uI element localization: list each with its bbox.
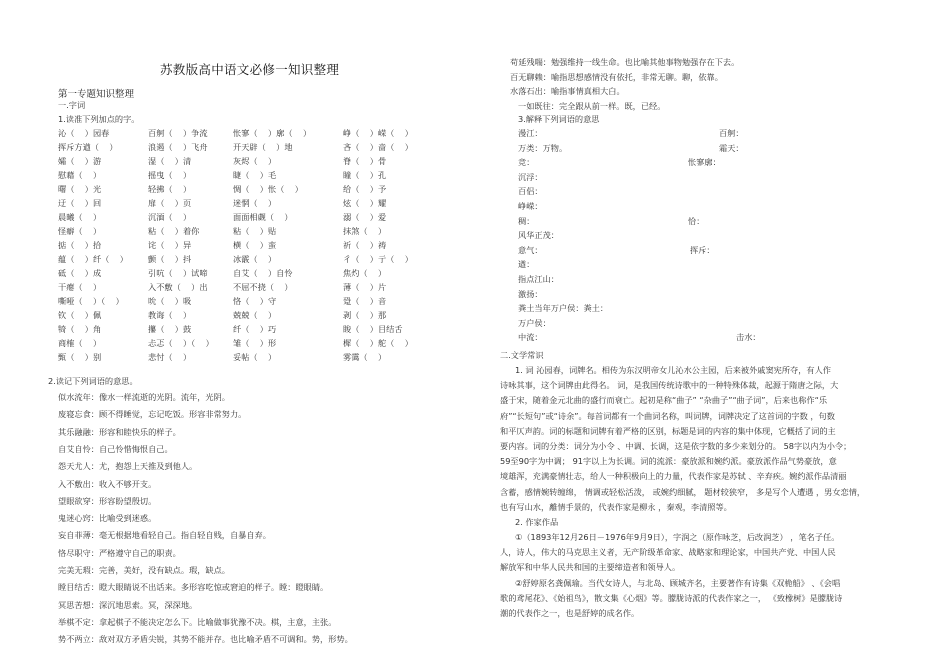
literature-line: 也有写山水，離情手景的，代表作家是柳永 ，秦观，李清照等。	[500, 501, 732, 512]
question-1: 1.读准下列加点的字。	[58, 114, 140, 124]
literature-line: 境雄浑，充满豪情壮志，给人一种积极向上的力量，代表作家是苏轼 、辛弃疾。婉约派作品清丽	[500, 471, 847, 482]
grid-cell: 钦（ ）佩	[58, 310, 102, 320]
grid-cell: 灰烬（ ）	[233, 156, 277, 166]
grid-cell: 不屈不挠（ ）	[233, 282, 293, 292]
explain-term: 中流：	[518, 332, 543, 343]
works-line: 解放军和中华人民共和国的主要缔造者和领导人。	[500, 562, 681, 573]
grid-cell: 百舸（ ）争流	[148, 128, 208, 138]
grid-cell: 兢兢（ ）	[233, 310, 277, 320]
section-heading: 一.字词	[58, 100, 86, 110]
grid-cell: 炫（ ）耀	[343, 198, 387, 208]
grid-cell: 抹煞（ ）	[343, 226, 387, 236]
explain-term: 遒：	[518, 259, 535, 270]
grid-cell: 焦灼（ ）	[343, 268, 387, 278]
grid-cell: 樨（ ）舵（ ）	[343, 338, 413, 348]
grid-cell: 睫（ ）毛	[233, 170, 277, 180]
grid-cell: 瞳（ ）孔	[343, 170, 387, 180]
works-line: 歌的鸢尾花》、《始祖鸟》，散文集《心烟》等。朦胧诗派的代表作家之一， 《致橡树》是朦胧诗	[500, 592, 843, 603]
grid-cell: 怪癖（ ）	[58, 226, 102, 236]
definition-line: 恪尽职守：严格遵守自己的职责。	[58, 547, 181, 558]
explain-term: 竞：	[518, 157, 535, 168]
explain-term: 百侣：	[518, 186, 543, 197]
grid-cell: 教诲（ ）	[148, 310, 192, 320]
grid-cell: 干瘪（ ）	[58, 282, 102, 292]
section-heading-2: 二.文学常识	[500, 350, 544, 360]
definition-line: 怨天尤人：尤，抱怨上天推及到他人。	[58, 461, 198, 472]
grid-cell: 粘（ ）着你	[148, 226, 200, 236]
grid-cell: 开天辟（ ）地	[233, 142, 293, 152]
grid-cell: 给（ ）予	[343, 184, 387, 194]
explain-term: 怅寥廓：	[688, 157, 721, 168]
definition-line: 势不两立：敌对双方矛盾尖锐，其势不能并存。也比喻矛盾不可调和。势，形势。	[58, 634, 353, 645]
grid-cell: 吝（ ）啬（ ）	[343, 142, 413, 152]
grid-cell: 自艾（ ）自怜	[233, 268, 293, 278]
definition-line: 废寝忘食：顾不得睡觉，忘记吃饭。形容非常努力。	[58, 409, 247, 420]
grid-cell: 攥（ ）鼓	[148, 324, 192, 334]
definition-line: 鬼迷心窍：比喻受到迷惑。	[58, 513, 157, 524]
grid-cell: 恪（ ）守	[233, 296, 277, 306]
grid-cell: 挥斥方遒（ ）	[58, 142, 118, 152]
grid-cell: 曙（ ）光	[58, 184, 102, 194]
grid-cell: 浪遏（ ）飞舟	[148, 142, 208, 152]
grid-cell: 犄（ ）角	[58, 324, 102, 334]
grid-cell: 雏（ ）形	[233, 338, 277, 348]
definition-line: 苟延残喘：勉强维持一线生命。也比喻其他事物勉强存在下去。	[510, 57, 740, 67]
literature-line: 59至90字为中调； 91字以上为长调。词的流派：豪放派和婉约派。豪放派作品气势豪放，意	[500, 456, 837, 467]
literature-line: 含蓄，感情婉转缠绵， 情调或轻松活泼， 或婉约细腻， 题材较狭窄， 多是写个人遭遇 ，男女恋情，	[500, 486, 866, 497]
grid-cell: 彳（ ）亍（ ）	[343, 254, 413, 264]
literature-line: 1. 词 沁园春，词牌名。相传为东汉明帝女儿沁水公主园，后来被外戚窦宪所夺，有人作	[515, 365, 831, 375]
explain-term: 风华正茂：	[518, 230, 559, 241]
grid-cell: 扉（ ）页	[148, 198, 192, 208]
grid-cell: 迷惘（ ）	[233, 198, 277, 208]
literature-line: 要内容。词的分类：词分为小令 、中调、长调，这是依字数的多少来划分的。 58字以内为小令；	[500, 441, 852, 451]
chapter-heading: 第一专题知识整理	[58, 89, 135, 100]
works-line: ②舒婷原名龚佩瑜。当代女诗人，与北岛、顾城齐名，主要著作有诗集《双桅船》 、《会唱	[515, 577, 841, 588]
grid-cell: 嘶哑（ ）（ ）	[58, 296, 124, 306]
grid-cell: 横（ ）蛮	[233, 240, 277, 250]
grid-cell: 妥帖（ ）	[233, 352, 277, 362]
grid-cell: 睃（ ）目结舌	[343, 324, 403, 334]
definition-line: 其乐融融：形容和睦快乐的样子。	[58, 426, 181, 437]
explain-term: 激扬：	[518, 288, 543, 299]
grid-cell: 诧（ ）异	[148, 240, 192, 250]
grid-cell: 颤（ ）抖	[148, 254, 192, 264]
explain-term: 峥嵘：	[518, 201, 543, 211]
grid-cell: 湿（ ）清	[148, 156, 192, 166]
works-line: 人，诗人，伟大的马克思主义者，无产阶级革命家、战略家和理论家，中国共产党、中国人民	[500, 547, 836, 558]
grid-cell: 祈（ ）祷	[343, 240, 387, 250]
definition-line: 水落石出：喻指事情真相大白。	[510, 86, 625, 96]
definition-line: 一如既往：完全跟从前一样。既，已经。	[518, 100, 666, 111]
definition-line: 百无聊赖：喻指思想感情没有依托，非常无聊。聊，依靠。	[510, 71, 723, 82]
grid-cell: 跫（ ）音	[343, 296, 387, 306]
explain-term: 百舸：	[719, 128, 744, 138]
explain-term: 粪土当年万户侯：粪土：	[518, 303, 609, 314]
definition-line: 冥思苦想：深沉地思索。冥，深深地。	[58, 599, 198, 610]
works-heading: 2. 作家作品	[515, 517, 559, 527]
grid-cell: 砥（ ）成	[58, 268, 102, 278]
grid-cell: 溺（ ）爱	[343, 212, 387, 222]
explain-term: 漫江：	[518, 128, 543, 138]
doc-title: 苏教版高中语文必修一知识整理	[160, 62, 340, 77]
literature-line: 盛于宋，随着金元北曲的盛行而衰亡。起初是称“曲子” “杂曲子”“曲子词”，后来也称作“乐	[500, 395, 828, 406]
grid-cell: 摇曳（ ）	[148, 170, 192, 180]
grid-cell: 沉湎（ ）	[148, 212, 192, 222]
definition-line: 似水流年：像水一样流逝的光阴。流年，光阴。	[58, 392, 230, 402]
grid-cell: 蕴（ ）纤（ ）	[58, 254, 128, 264]
grid-cell: 面面相觑（ ）	[233, 212, 293, 222]
grid-cell: 甄（ ）别	[58, 352, 102, 362]
grid-cell: 悲忖（ ）	[148, 352, 192, 362]
definition-line: 妄自菲薄：毫无根据地看轻自己。指自轻自贱，自暴自弃。	[58, 530, 271, 541]
grid-cell: 吮（ ）吸	[148, 296, 192, 306]
works-line: ①（1893年12月26日－1976年9月9日），字润之（原作咏芝，后改润芝） ，笔名子任。	[515, 532, 840, 542]
explain-term: 万户侯：	[518, 317, 551, 328]
definition-line: 瞠目结舌：瞪大眼睛说不出话来。多形容吃惊或窘迫的样子。瞠：瞪眼睛。	[58, 582, 329, 593]
grid-cell: 薄（ ）片	[343, 282, 387, 292]
grid-cell: 怅寥（ ）廓（ ）	[233, 128, 312, 138]
grid-cell: 轻拂（ ）	[148, 184, 192, 194]
grid-cell: 剥（ ）那	[343, 310, 387, 320]
grid-cell: 迂（ ）回	[58, 198, 102, 208]
explain-term: 霜天：	[719, 142, 744, 153]
grid-cell: 入不敷（ ）出	[148, 282, 208, 292]
grid-cell: 晨曦（ ）	[58, 212, 102, 222]
explain-term: 意气：	[518, 244, 543, 255]
grid-cell: 忐忑（ ）（ ）	[148, 338, 214, 348]
explain-term: 稠：	[518, 215, 535, 226]
grid-cell: 纤（ ）巧	[233, 324, 277, 334]
definition-line: 举棋不定：拿起棋子不能决定怎么下。比喻做事犹豫不决。棋，主意，主张。	[58, 616, 337, 627]
grid-cell: 引吭（ ）试啼	[148, 268, 208, 278]
explain-term: 恰：	[688, 215, 705, 226]
question-2: 2.读记下列词语的意思。	[48, 376, 138, 386]
grid-cell: 峥（ ）嵘（ ）	[343, 128, 413, 138]
explain-term: 指点江山：	[518, 274, 559, 284]
explain-term: 万类：万物。	[518, 142, 568, 153]
grid-cell: 雾霭（ ）	[343, 352, 387, 362]
literature-line: 诗咏其事，这个词牌由此得名。 词，是我国传统诗歌中的一种特殊体裁，起源于隋唐之际，大	[500, 380, 839, 391]
grid-cell: 粘（ ）贴	[233, 226, 277, 236]
explain-term: 挥斥：	[690, 244, 715, 255]
grid-cell: 慰藉（ ）	[58, 170, 102, 180]
question-3: 3.解释下列词语的意思	[518, 114, 600, 124]
explain-term: 沉浮：	[518, 171, 543, 182]
works-line: 潮的代表作之一，也是舒婷的成名作。	[500, 608, 640, 618]
literature-line: 和平仄声韵。词的标题和词牌有着严格的区别，标题是词的内容的集中体现，它概括了词的主	[500, 425, 836, 436]
grid-cell: 脊（ ）骨	[343, 156, 387, 166]
grid-cell: 商榷（ ）	[58, 338, 102, 348]
definition-line: 入不敷出：收入不够开支。	[58, 478, 157, 489]
grid-cell: 冰霰（ ）	[233, 254, 277, 264]
definition-line: 自艾自怜：自己怜惜悔恨自己。	[58, 443, 173, 454]
literature-line: 府”“长短句”或“诗余”。每首词都有一个曲词名称，叫词牌，词牌决定了这首词的字数 ，句数	[500, 410, 835, 421]
grid-cell: 惆（ ）怅（ ）	[233, 184, 303, 194]
grid-cell: 沁（ ）园春	[58, 128, 110, 138]
grid-cell: 孀（ ）游	[58, 156, 102, 166]
grid-cell: 掂（ ）拾	[58, 240, 102, 250]
definition-line: 完美无瑕：完善，美好，没有缺点。瑕，缺点。	[58, 565, 230, 575]
explain-term: 击水：	[736, 332, 761, 343]
definition-line: 望眼欲穿：形容盼望殷切。	[58, 495, 157, 506]
